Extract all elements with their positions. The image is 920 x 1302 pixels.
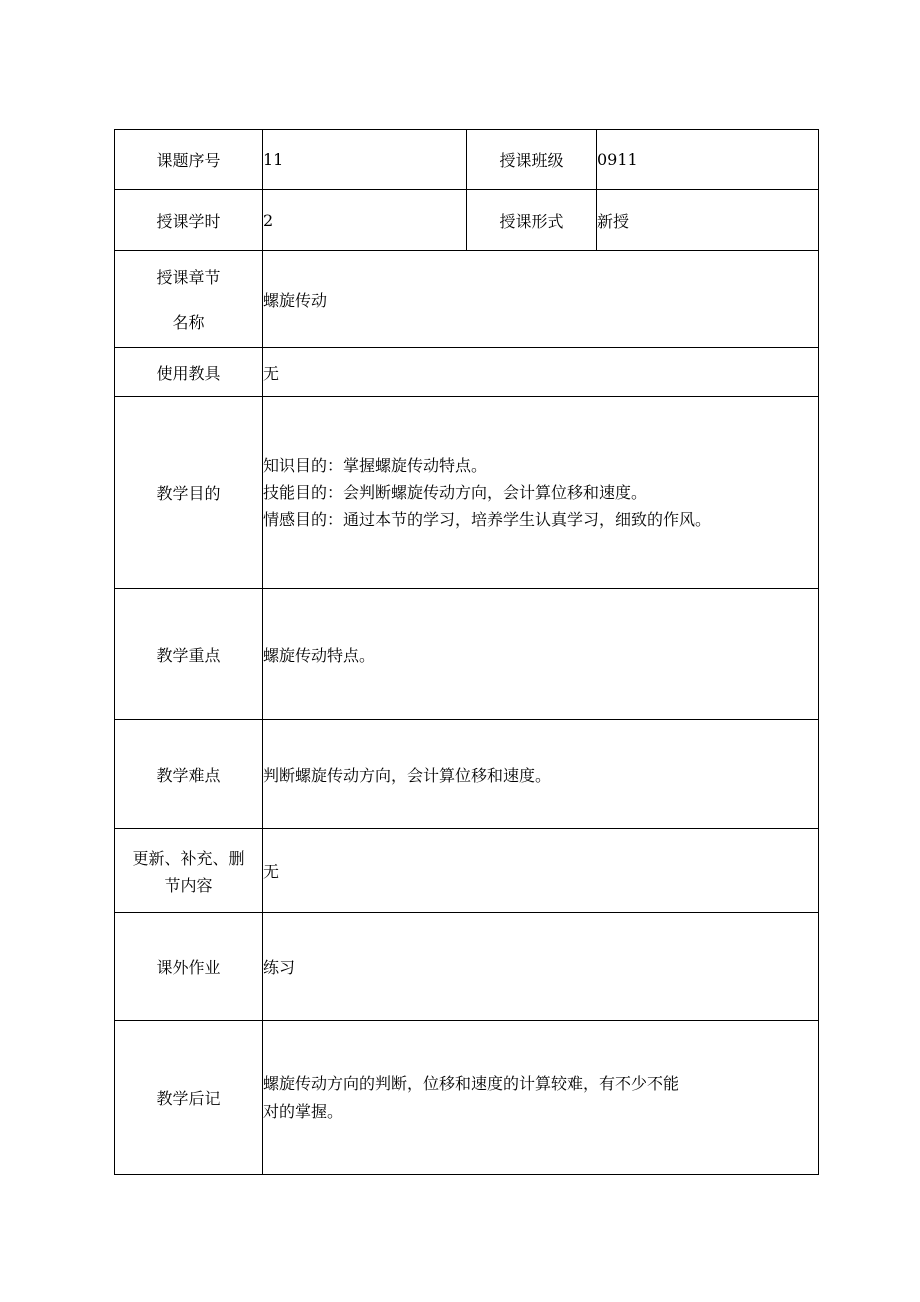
key-points-value: 螺旋传动特点。 — [263, 589, 819, 720]
topic-number-label: 课题序号 — [115, 130, 263, 190]
row-objectives — [115, 397, 819, 589]
reflection-value — [263, 1021, 819, 1175]
chapter-value: 螺旋传动 — [263, 251, 819, 348]
reflection-line-1: 螺旋传动方向的判断，位移和速度的计算较难，有不少不能 — [263, 1073, 680, 1093]
objectives-value — [263, 397, 819, 589]
class-label: 授课班级 — [467, 130, 597, 190]
hours-value: 2 — [263, 190, 467, 251]
homework-value: 练习 — [263, 913, 819, 1021]
topic-number-value: 11 — [263, 130, 467, 190]
difficulties-label: 教学难点 — [115, 720, 263, 829]
row-topic-number — [115, 130, 819, 190]
form-value: 新授 — [597, 190, 819, 251]
updates-label — [115, 829, 263, 913]
row-key-points — [115, 589, 819, 720]
row-homework — [115, 913, 819, 1021]
row-tools — [115, 348, 819, 397]
reflection-label: 教学后记 — [115, 1021, 263, 1175]
updates-label-line2: 节内容 — [164, 875, 213, 895]
objective-skill: 技能目的：会判断螺旋传动方向，会计算位移和速度。 — [263, 483, 648, 502]
updates-value: 无 — [263, 829, 819, 913]
updates-label-line1: 更新、补充、删 — [132, 848, 245, 868]
row-hours — [115, 190, 819, 251]
key-points-label: 教学重点 — [115, 589, 263, 720]
chapter-label-line1: 授课章节 — [156, 268, 221, 287]
lesson-plan-table — [114, 129, 819, 1175]
tools-label: 使用教具 — [115, 348, 263, 397]
chapter-label-line2: 名称 — [172, 313, 205, 332]
row-reflection — [115, 1021, 819, 1175]
row-chapter — [115, 251, 819, 348]
hours-label: 授课学时 — [115, 190, 263, 251]
homework-label: 课外作业 — [115, 913, 263, 1021]
difficulties-value: 判断螺旋传动方向，会计算位移和速度。 — [263, 720, 819, 829]
row-difficulties — [115, 720, 819, 829]
objective-emotion: 情感目的：通过本节的学习，培养学生认真学习，细致的作风。 — [263, 510, 712, 529]
reflection-line-2: 对的掌握。 — [263, 1101, 344, 1121]
class-value: 0911 — [597, 130, 819, 190]
objective-knowledge: 知识目的：掌握螺旋传动特点。 — [263, 456, 488, 475]
form-label: 授课形式 — [467, 190, 597, 251]
row-updates — [115, 829, 819, 913]
chapter-label — [115, 251, 263, 348]
tools-value: 无 — [263, 348, 819, 397]
objectives-label: 教学目的 — [115, 397, 263, 589]
